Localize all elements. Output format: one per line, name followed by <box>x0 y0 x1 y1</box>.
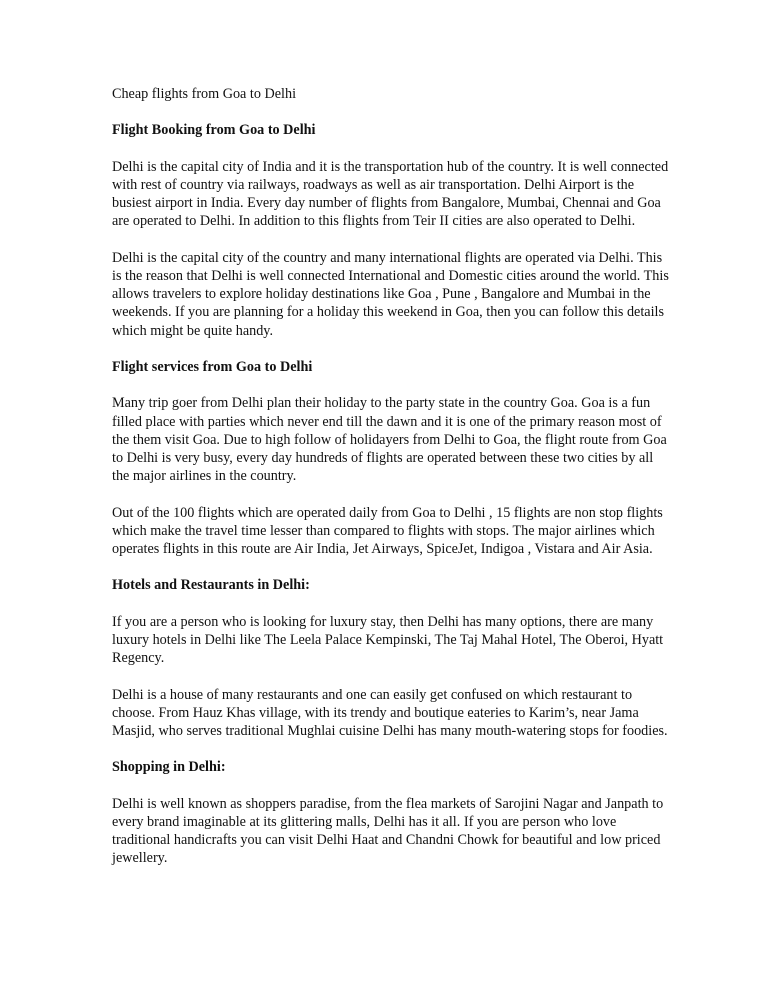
paragraph: Delhi is well known as shoppers paradise, from the flea markets of Sarojini Nagar and Janpath to every brand imaginable at its glittering malls, Delhi has it all. If you are person who love traditional handicrafts you can visit Delhi Haat and Chandni Chowk for beautiful and low priced jewellery. <box>112 795 664 867</box>
document-body <box>112 85 672 886</box>
paragraph: Delhi is a house of many restaurants and one can easily get confused on which restaurant to choose. From Hauz Khas village, with its trendy and boutique eateries to Karim’s, near Jama Masjid, who serves traditional Mughlai cuisine Delhi has many mouth-watering stops for foodies. <box>112 686 668 739</box>
section-heading-flight-booking: Flight Booking from Goa to Delhi <box>112 122 316 139</box>
paragraph: Out of the 100 flights which are operated daily from Goa to Delhi , 15 flights are non stop flights which make the travel time lesser than compared to flights with stops. The major airlines which operates flights in this route are Air India, Jet Airways, SpiceJet, Indigoa , Vistara and Air Asia. <box>112 504 663 557</box>
document-title: Cheap flights from Goa to Delhi <box>112 86 297 102</box>
section-heading-shopping: Shopping in Delhi: <box>112 759 226 776</box>
section-heading-flight-services: Flight services from Goa to Delhi <box>112 358 313 375</box>
section-heading-hotels-restaurants: Hotels and Restaurants in Delhi: <box>112 577 310 594</box>
paragraph: If you are a person who is looking for luxury stay, then Delhi has many options, there are many luxury hotels in Delhi like The Leela Palace Kempinski, The Taj Mahal Hotel, The Oberoi, Hyatt Regency. <box>112 613 664 667</box>
paragraph: Many trip goer from Delhi plan their holiday to the party state in the country Goa. Goa is a fun filled place with parties which never end till the dawn and it is one of the primary reason most of the them visit Goa. Due to high follow of holidayers from Delhi to Goa, the flight route from Goa to Delhi is very busy, every day hundreds of flights are operated between these two cities by all the major airlines in the country. <box>112 395 667 485</box>
paragraph: Delhi is the capital city of India and it is the transportation hub of the country. It is well connected with rest of country via railways, roadways as well as air transportation. Delhi Airport is the busiest airport in India. Every day number of flights from Bangalore, Mumbai, Chennai and Goa are operated to Delhi. In addition to this flights from Teir II cities are also operated to Delhi. <box>112 158 669 230</box>
paragraph: Delhi is the capital city of the country and many international flights are operated via Delhi. This is the reason that Delhi is well connected International and Domestic cities around the world. This allows travelers to explore holiday destinations like Goa , Pune , Bangalore and Mumbai in the weekends. If you are planning for a holiday this weekend in Goa, then you can follow this details which might be quite handy. <box>112 249 669 339</box>
